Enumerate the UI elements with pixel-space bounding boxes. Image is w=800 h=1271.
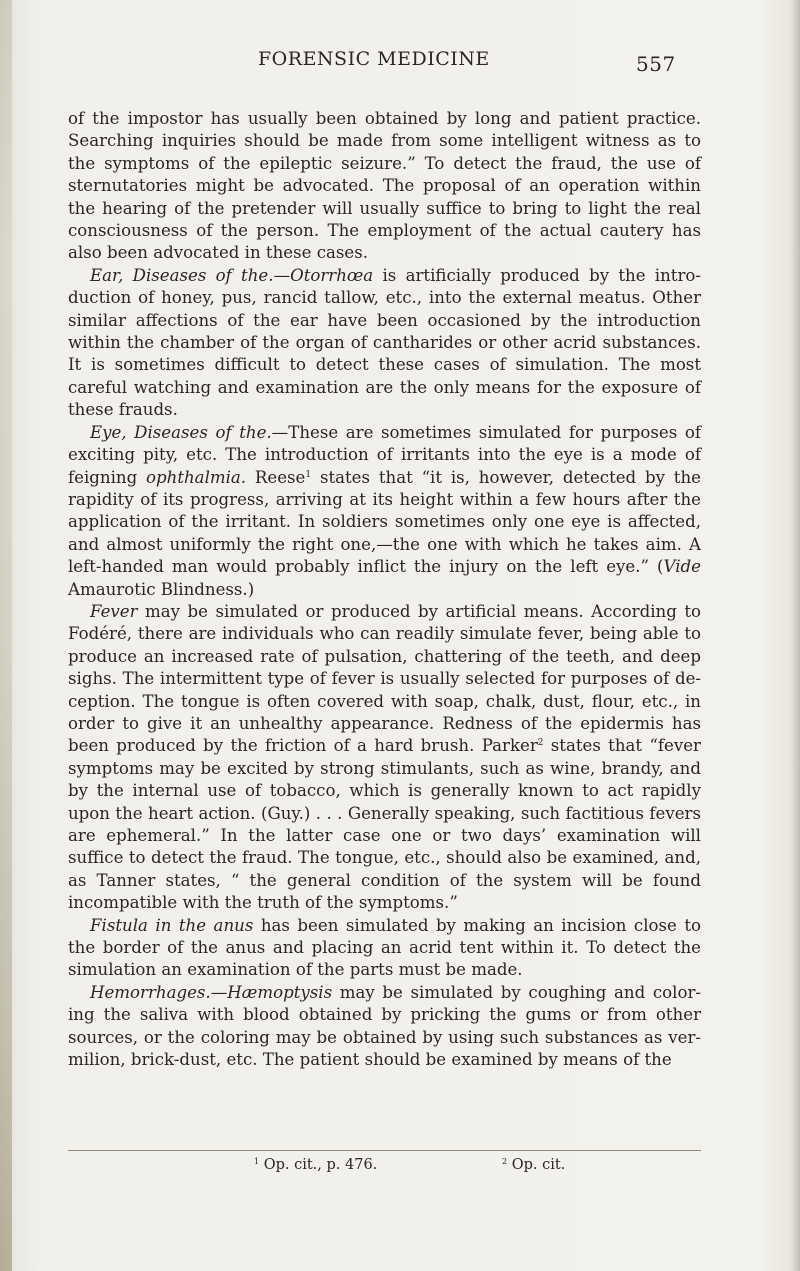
footnote-ref-1: 1 xyxy=(305,469,312,480)
footnote-text: Op. cit., p. 476. xyxy=(259,1157,378,1173)
footnotes xyxy=(0,1157,800,1181)
paragraph-text: states that “fever symptoms may be excited by strong stimulants, such as wine, brandy, and by the internal use of tobacco, which is generally known to act rapidly upon the heart action. (Guy.) . . . Generally speaking, such factitious fevers are ephemeral.” In the latter case one or two days’ examination will suffice to detect the fraud. The tongue, etc., should also be examined, and, as Tanner states, “ the general condition of the system will be found incompatible with the truth of the symptoms.” xyxy=(68,736,701,913)
page-header xyxy=(0,44,800,84)
paragraph-fever xyxy=(68,601,701,915)
page-edge-shadow xyxy=(790,0,800,1271)
entry-heading-ear: Ear, Diseases of the.—Otorrhœa xyxy=(90,265,374,285)
body-text xyxy=(68,108,701,1071)
paragraph-eye xyxy=(68,422,701,601)
paragraph-text: Amaurotic Blindness.) xyxy=(68,579,255,599)
page-number: 557 xyxy=(636,52,676,76)
footnote-1 xyxy=(254,1157,377,1173)
paragraph-text: may be simulated or produced by artificial means. According to Fodéré, there are individuals who can readily simulate fever, being able to produce an increased rate of pulsation, chattering of the teeth, and deep sighs. The intermittent type of fever is usually selected for purposes of deception. The tongue is often covered with soap, chalk, dust, flour, etc., in order to give it an unhealthy appearance. Redness of the epidermis has been produced by the friction of a hard brush. Parker xyxy=(68,601,701,756)
paragraph-text: has been simulated by making an incision close to the border of the anus and placing an acrid tent within it. To detect the simulation an examination of the parts must be made. xyxy=(68,915,701,980)
paragraph-text: is artificially produced by the introduction of honey, pus, rancid tallow, etc., into the external meatus. Other similar affections of the ear have been occasioned by the introduction within the chamber of the organ of cantharides or other acrid substances. It is sometimes difficult to detect these cases of simulation. The most careful watching and examination are the only means for the exposure of these frauds. xyxy=(68,265,701,420)
footnote-ref-2: 2 xyxy=(537,738,544,749)
paragraph-text: —These are sometimes simulated for purposes of exciting pity, etc. The introduction of irritants into the eye is a mode of feigning xyxy=(68,422,701,487)
entry-heading-fever: Fever xyxy=(90,601,138,621)
paragraph-hemorrhages xyxy=(68,982,701,1072)
page-gutter-shadow xyxy=(0,0,12,1271)
paragraph-epilepsy-continued xyxy=(68,108,701,265)
footnote-text: Op. cit. xyxy=(507,1157,566,1173)
term-ophthalmia: ophthalmia. xyxy=(146,467,247,487)
entry-heading-hemorrhages: Hemorrhages.—Hæmoptysis xyxy=(90,982,333,1002)
footnote-rule xyxy=(68,1150,701,1151)
footnote-2 xyxy=(502,1157,565,1173)
entry-heading-fistula: Fistula in the anus xyxy=(90,915,254,935)
paragraph-text: of the impostor has usually been obtained by long and patient practice. Searching inquiries should be made from some intelligent witness as to the symptoms of the epileptic seizure.” To detect the fraud, the use of sternutatories might be advocated. The proposal of an operation within the hearing of the pretender will usually suffice to bring to light the real consciousness of the person. The employment of the actual cautery has also been advocated in these cases. xyxy=(68,109,701,263)
paragraph-text: Reese xyxy=(246,467,306,487)
paragraph-text: states that “it is, however, detected by the rapidity of its progress, arriving at its height within a few hours after the application of the irritant. In soldiers sometimes only one eye is affected, and almost uniformly the right one,—the one with which he takes aim. A left-handed man would probably inflict the injury on the left eye.” ( xyxy=(68,467,701,577)
paragraph-text: may be simulated by coughing and coloring the saliva with blood obtained by pricking the gums or from other sources, or the coloring may be obtained by using such substances as vermilion, brick-dust, etc. The patient should be examined by means of the xyxy=(68,982,701,1070)
paragraph-ear xyxy=(68,265,701,422)
cross-reference-vide: Vide xyxy=(663,557,701,577)
paragraph-fistula xyxy=(68,915,701,982)
footnote-mark: 1 xyxy=(254,1157,260,1166)
footnote-mark: 2 xyxy=(502,1157,508,1166)
entry-heading-eye: Eye, Diseases of the. xyxy=(90,422,272,442)
running-head: FORENSIC MEDICINE xyxy=(258,48,490,70)
